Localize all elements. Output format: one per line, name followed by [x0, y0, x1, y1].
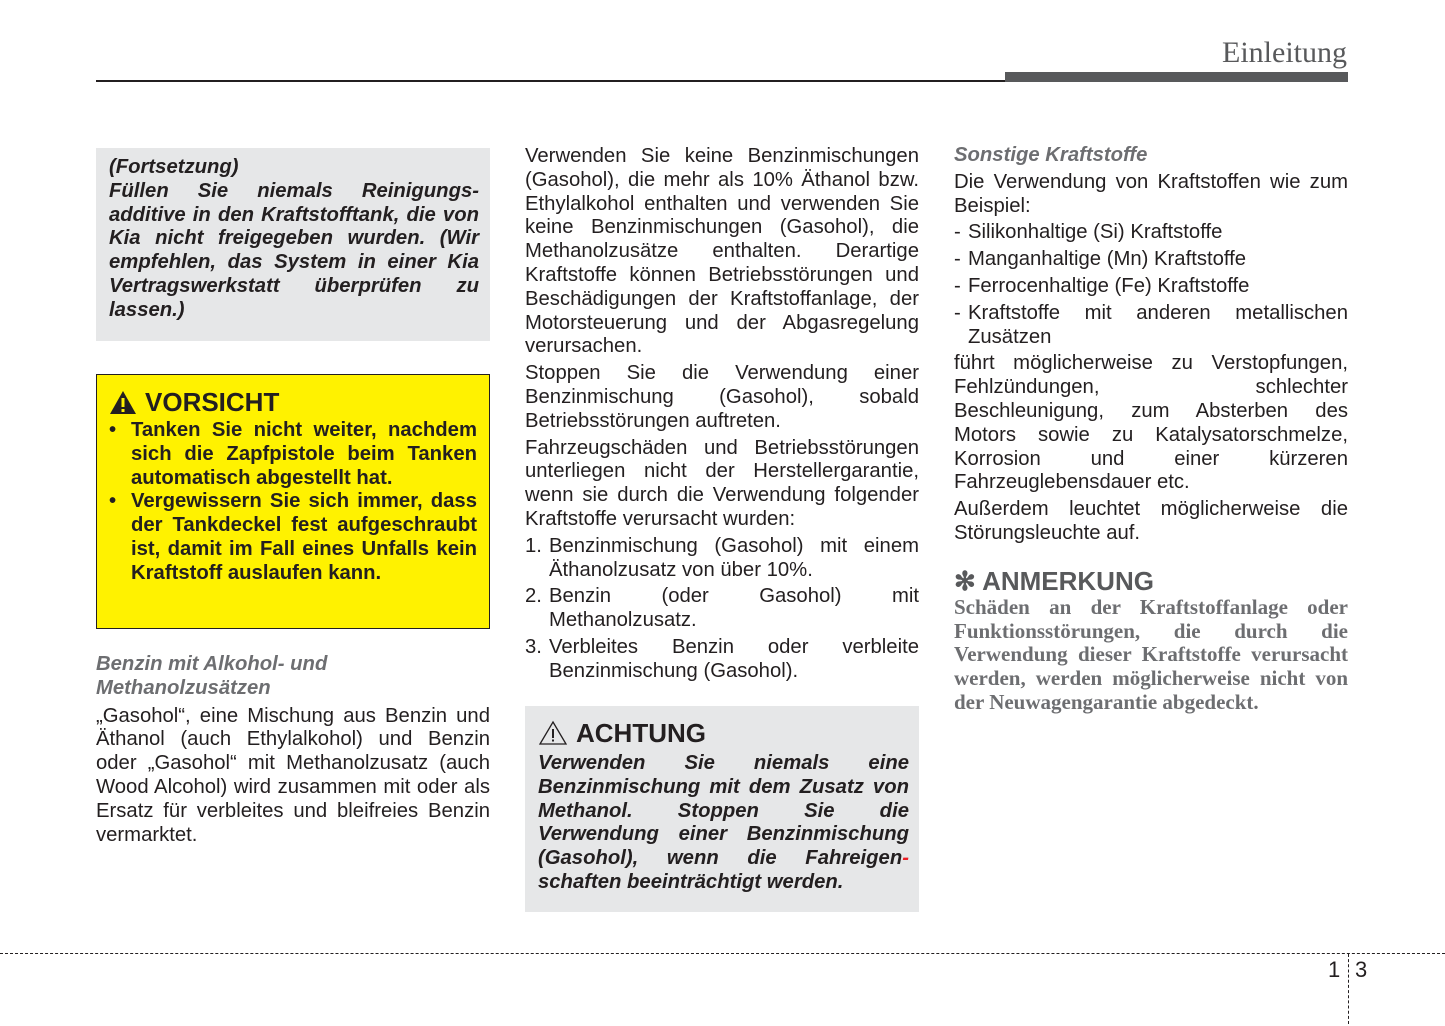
- page-number: 3: [1355, 957, 1368, 982]
- caution-item: • Tanken Sie nicht weiter, nachdem sich die Zapfpistole beim Tanken automatisch abgestellt hat.: [109, 419, 477, 490]
- warning-box: [525, 706, 919, 912]
- column-3: [954, 144, 1348, 715]
- list-item: [525, 585, 919, 633]
- warning-title: ACHTUNG: [576, 718, 706, 748]
- paragraph: Außerdem leuchtet möglicherweise die Störungsleuchte auf.: [954, 498, 1348, 544]
- paragraph: „Gasohol“, eine Mischung aus Benzin und Äthanol (auch Ethylalkohol) und Benzin oder „Gasohol“ mit Methanolzusatz (auch Wood Alcohol) wird zusammen mit oder als Ersatz für verbleites und bleifreies Benzin vermarktet.: [96, 704, 490, 846]
- fuel-list: [525, 535, 919, 684]
- header-bar: [1005, 72, 1348, 82]
- list-number: 3.: [525, 635, 542, 658]
- list-item: [525, 636, 919, 684]
- paragraph: Fahrzeugschäden und Betriebsstörungen unterliegen nicht der Herstellergarantie, wenn sie durch die Verwendung folgender Kraftstoffe verursacht wurden:: [525, 436, 919, 530]
- list-number: 1.: [525, 534, 542, 557]
- continued-note-box: [96, 148, 490, 341]
- warning-text: [538, 752, 909, 895]
- caution-header: [109, 387, 477, 417]
- list-item: - Manganhaltige (Mn) Kraftstoffe: [954, 248, 1348, 272]
- fuel-type-list: [954, 221, 1348, 349]
- warning-triangle-outline-icon: [538, 720, 568, 746]
- warning-header: [538, 718, 909, 748]
- continued-text: Füllen Sie niemals Reinigungs-additive in den Kraftstofftank, die von Kia nicht freigegeben wurden. (Wir empfehlen, das System in einer Kia Vertragswerkstatt überprüfen zu lassen.): [109, 179, 479, 321]
- list-item: - Ferrocenhaltige (Fe) Kraftstoffe: [954, 275, 1348, 299]
- paragraph: Die Verwendung von Kraftstoffen wie zum Beispiel:: [954, 170, 1348, 217]
- list-text: Verbleites Benzin oder verbleite Benzinmischung (Gasohol).: [549, 635, 919, 682]
- list-text: Benzin (oder Gasohol) mit Methanolzusatz.: [549, 585, 919, 632]
- list-item: - Kraftstoffe mit anderen metallischen Zusätzen: [954, 302, 1348, 350]
- warning-text-part: Verwenden Sie niemals eine Benzinmischung mit dem Zusatz von Methanol. Stoppen Sie die Verwendung einer Benzinmischung (Gasohol), wenn die Fahreigen: [538, 752, 909, 870]
- note-header: [954, 566, 1348, 596]
- caution-list: [109, 419, 477, 586]
- note-title: ANMERKUNG: [982, 565, 1154, 596]
- list-item: [525, 535, 919, 583]
- asterisk-icon: ✻: [954, 565, 976, 596]
- paragraph: führt möglicherweise zu Verstopfungen, Fehlzündungen, schlechter Beschleunigung, zum Absterben des Motors sowie zu Katalysatorschmelze, Korrosion und einer kürzeren Fahrzeuglebensdauer etc.: [954, 352, 1348, 494]
- caution-item: • Vergewissern Sie sich immer, dass der Tankdeckel fest aufgeschraubt ist, damit im Fall eines Unfalls kein Kraftstoff auslaufen kann.: [109, 490, 477, 585]
- section-heading: Benzin mit Alkohol- und Methanolzusätzen: [96, 653, 328, 699]
- caution-box: [96, 374, 490, 629]
- list-number: 2.: [525, 585, 542, 608]
- warning-triangle-icon: [109, 390, 137, 415]
- paragraph: Stoppen Sie die Verwendung einer Benzinmischung (Gasohol), sobald Betriebsstörungen auftreten.: [525, 362, 919, 432]
- continued-label: (Fortsetzung): [109, 156, 239, 178]
- section-title: Einleitung: [1222, 36, 1347, 69]
- section-heading: Sonstige Kraftstoffe: [954, 144, 1148, 166]
- paragraph: Verwenden Sie keine Benzinmischungen (Gasohol), die mehr als 10% Äthanol bzw. Ethylalkohol enthalten und verwenden Sie keine Benzinmischungen (Gasohol), die Methanolzusätze enthalten. Derartige Kraftstoffe können Betriebsstörungen und Beschädigungen der Kraftstoffanlage, der Motorsteuerung und der Abgasregelung verursachen.: [525, 145, 919, 358]
- warning-text-part: schaften beeinträchtigt werden.: [538, 870, 844, 893]
- list-item: - Silikonhaltige (Si) Kraftstoffe: [954, 221, 1348, 245]
- caution-title: VORSICHT: [145, 387, 280, 417]
- footer-divider: [1348, 954, 1349, 1024]
- header-rule: [96, 80, 1005, 82]
- list-text: Benzinmischung (Gasohol) mit einem Äthanolzusatz von über 10%.: [549, 534, 919, 581]
- column-2: [525, 145, 919, 687]
- hyphen: -: [902, 847, 909, 870]
- note-text: Schäden an der Kraftstoffanlage oder Funktionsstörungen, die durch die Verwendung dieser Kraftstoffe verursacht werden, werden möglicherweise nicht von der Neuwagengarantie abgedeckt.: [954, 594, 1348, 714]
- footer-rule: [0, 953, 1445, 954]
- chapter-number: 1: [1328, 957, 1341, 982]
